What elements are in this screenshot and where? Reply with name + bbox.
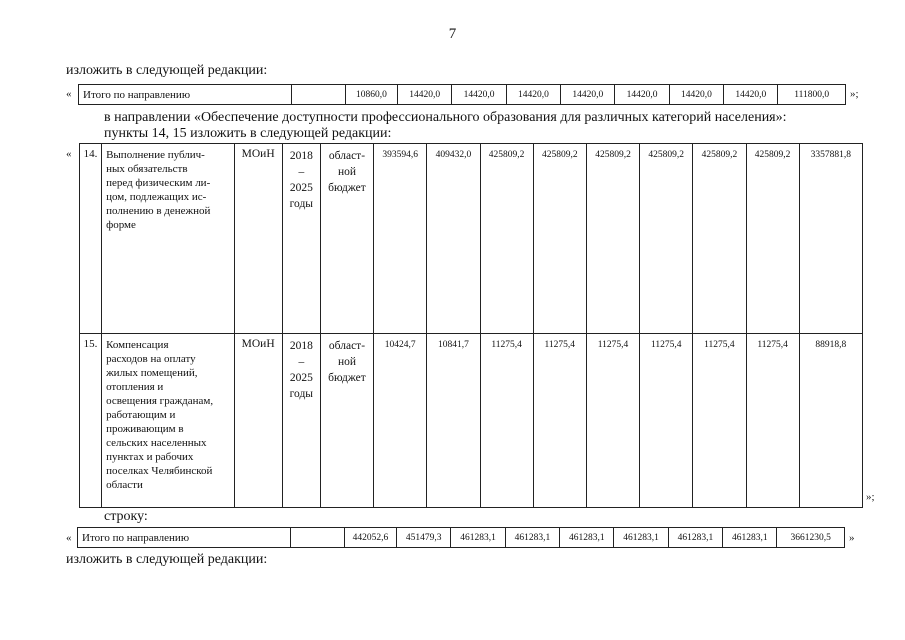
item-name-line: поселках Челябинской bbox=[106, 465, 213, 477]
years-line: – bbox=[298, 356, 305, 368]
instruction-line-5: изложить в следующей редакции: bbox=[66, 552, 268, 567]
value-cell: 442052,6 bbox=[344, 528, 396, 548]
value-cell: 11275,4 bbox=[640, 334, 693, 508]
source-line: бюджет bbox=[328, 182, 366, 194]
total-cell: 3661230,5 bbox=[777, 528, 845, 548]
value-cell: 14420,0 bbox=[398, 85, 452, 105]
value-cell: 11275,4 bbox=[586, 334, 639, 508]
years-line: – bbox=[298, 166, 305, 178]
summary-label: Итого по направлению bbox=[78, 528, 291, 548]
item-row-14 bbox=[80, 144, 863, 334]
value-cell: 425809,2 bbox=[533, 144, 586, 334]
years-line: годы bbox=[289, 388, 314, 400]
summary-row-2 bbox=[78, 528, 845, 548]
value-cell: 425809,2 bbox=[746, 144, 799, 334]
years-line: годы bbox=[289, 198, 314, 210]
item-name-line: Компенсация bbox=[106, 339, 169, 351]
source-line: ной bbox=[337, 356, 357, 368]
item-name-line: освещения гражданам, bbox=[106, 395, 214, 407]
total-cell: 111800,0 bbox=[778, 85, 846, 105]
summary-table-2 bbox=[77, 527, 845, 548]
value-cell: 10860,0 bbox=[345, 85, 397, 105]
item-name-line: ных обязательств bbox=[106, 163, 188, 175]
item-name-line: полнению в денежной bbox=[106, 205, 211, 217]
funding-source bbox=[320, 144, 373, 334]
years-line: 2025 bbox=[289, 182, 313, 194]
open-quote-1: « bbox=[66, 88, 72, 100]
open-quote-3: « bbox=[66, 532, 72, 544]
instruction-line-1: изложить в следующей редакции: bbox=[66, 63, 268, 78]
item-name-line: жилых помещений, bbox=[106, 367, 198, 379]
value-cell: 11275,4 bbox=[746, 334, 799, 508]
close-quote-2: »; bbox=[866, 491, 875, 503]
total-cell: 3357881,8 bbox=[799, 144, 862, 334]
item-number: 15. bbox=[80, 334, 102, 508]
value-cell: 14420,0 bbox=[561, 85, 615, 105]
value-cell: 10424,7 bbox=[374, 334, 427, 508]
item-name-line: сельских населенных bbox=[106, 437, 207, 449]
item-name bbox=[102, 144, 235, 334]
source-line: област- bbox=[328, 150, 366, 162]
item-name-line: работающим и bbox=[106, 409, 176, 421]
summary-row-1 bbox=[79, 85, 846, 105]
item-name-line: Выполнение публич- bbox=[106, 149, 205, 161]
value-cell: 11275,4 bbox=[533, 334, 586, 508]
value-cell: 461283,1 bbox=[668, 528, 722, 548]
page-number: 7 bbox=[448, 26, 457, 42]
executor: МОиН bbox=[234, 334, 282, 508]
value-cell: 409432,0 bbox=[427, 144, 480, 334]
years-line: 2018 bbox=[289, 340, 313, 352]
value-cell: 11275,4 bbox=[480, 334, 533, 508]
close-quote-3: » bbox=[849, 532, 855, 544]
years-line: 2018 bbox=[289, 150, 313, 162]
value-cell: 11275,4 bbox=[693, 334, 746, 508]
value-cell: 461283,1 bbox=[451, 528, 505, 548]
value-cell: 425809,2 bbox=[480, 144, 533, 334]
item-name-line: проживающим в bbox=[106, 423, 184, 435]
item-name bbox=[102, 334, 235, 508]
years bbox=[282, 334, 320, 508]
source-line: ной bbox=[337, 166, 357, 178]
item-row-15 bbox=[80, 334, 863, 508]
summary-table-1 bbox=[78, 84, 846, 105]
value-cell: 425809,2 bbox=[640, 144, 693, 334]
value-cell: 14420,0 bbox=[615, 85, 669, 105]
item-name-line: области bbox=[106, 479, 143, 491]
value-cell: 14420,0 bbox=[669, 85, 723, 105]
years-line: 2025 bbox=[289, 372, 313, 384]
value-cell: 461283,1 bbox=[505, 528, 559, 548]
value-cell: 14420,0 bbox=[506, 85, 560, 105]
value-cell: 425809,2 bbox=[693, 144, 746, 334]
item-name-line: перед физическим ли- bbox=[106, 177, 211, 189]
years bbox=[282, 144, 320, 334]
value-cell: 451479,3 bbox=[397, 528, 451, 548]
blank-cell bbox=[291, 528, 344, 548]
source-line: бюджет bbox=[328, 372, 366, 384]
value-cell: 10841,7 bbox=[427, 334, 480, 508]
executor: МОиН bbox=[234, 144, 282, 334]
funding-source bbox=[320, 334, 373, 508]
value-cell: 461283,1 bbox=[614, 528, 668, 548]
item-number: 14. bbox=[80, 144, 102, 334]
item-name-line: форме bbox=[106, 219, 136, 231]
item-name-line: пунктах и рабочих bbox=[106, 451, 194, 463]
item-name-line: расходов на оплату bbox=[106, 353, 196, 365]
item-name-line: отопления и bbox=[106, 381, 164, 393]
value-cell: 14420,0 bbox=[724, 85, 778, 105]
value-cell: 461283,1 bbox=[723, 528, 777, 548]
open-quote-2: « bbox=[66, 148, 72, 160]
value-cell: 14420,0 bbox=[452, 85, 506, 105]
close-quote-1: »; bbox=[850, 88, 859, 100]
summary-label: Итого по направлению bbox=[79, 85, 292, 105]
items-table bbox=[79, 143, 863, 508]
value-cell: 393594,6 bbox=[374, 144, 427, 334]
value-cell: 461283,1 bbox=[560, 528, 614, 548]
blank-cell bbox=[292, 85, 345, 105]
total-cell: 88918,8 bbox=[799, 334, 862, 508]
instruction-line-3: пункты 14, 15 изложить в следующей редакции: bbox=[104, 126, 392, 141]
item-name-line: цом, подлежащих ис- bbox=[106, 191, 207, 203]
value-cell: 425809,2 bbox=[586, 144, 639, 334]
source-line: област- bbox=[328, 340, 366, 352]
instruction-line-2: в направлении «Обеспечение доступности профессионального образования для различных категорий населения»: bbox=[104, 110, 787, 125]
instruction-line-4: строку: bbox=[104, 509, 148, 524]
